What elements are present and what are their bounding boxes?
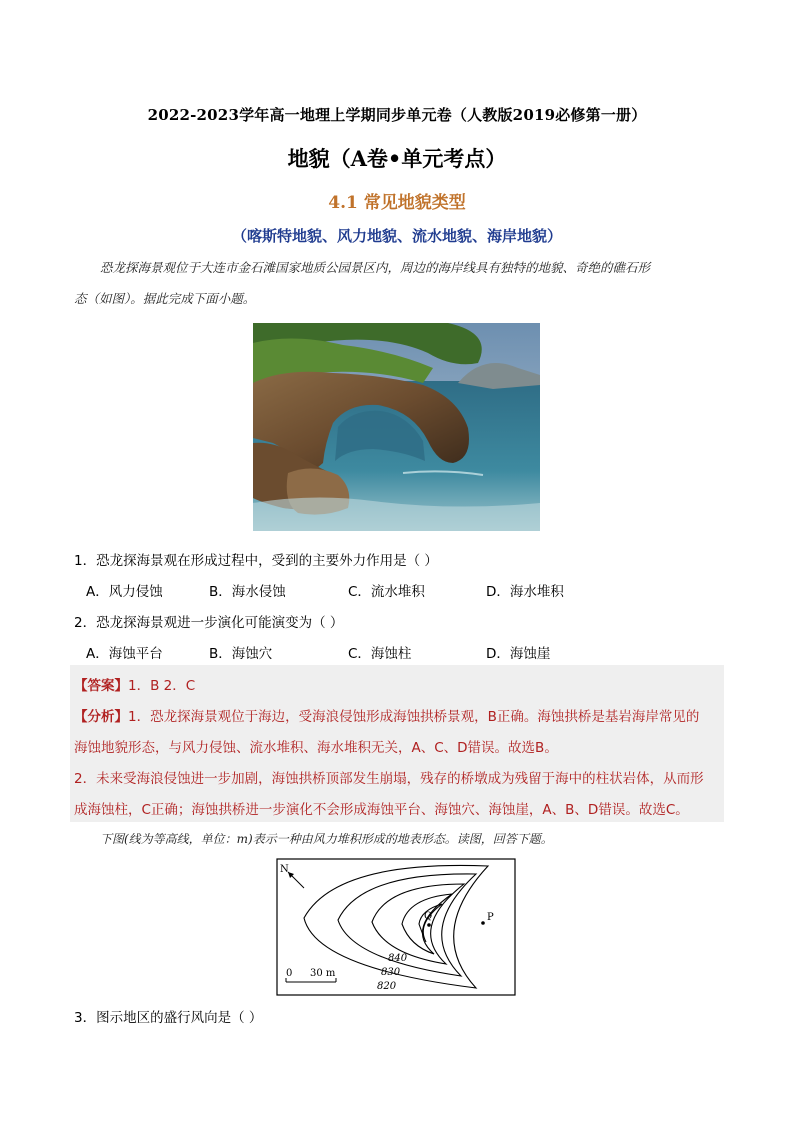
dinosaur-sea-arch-photo <box>253 323 540 531</box>
q2-option-d[interactable]: D．海蚀崖 <box>486 646 551 662</box>
answer-text: 1．B 2．C <box>128 678 196 694</box>
question-3-stem: 3．图示地区的盛行风向是（ ） <box>74 1010 263 1026</box>
analysis-line-1 <box>74 705 699 725</box>
question-2-stem: 2．恐龙探海景观进一步演化可能演变为（ ） <box>74 615 344 631</box>
contour-label-830: 830 <box>381 967 401 978</box>
contour-label-820: 820 <box>377 981 397 992</box>
q1-option-a[interactable]: A．风力侵蚀 <box>86 584 163 600</box>
section-subtitle: （喀斯特地貌、风力地貌、流水地貌、海岸地貌） <box>231 227 562 245</box>
answer-tag: 【答案】 <box>74 678 128 694</box>
point-q-marker <box>427 923 431 927</box>
point-p-marker <box>481 921 485 925</box>
point-p-label: P <box>487 912 494 923</box>
q2-option-b[interactable]: B．海蚀穴 <box>209 646 273 662</box>
analysis-line-2: 海蚀地貌形态，与风力侵蚀、流水堆积、海水堆积无关，A、C、D错误。故选B。 <box>74 740 558 756</box>
analysis-line-3: 2．未来受海浪侵蚀进一步加剧，海蚀拱桥顶部发生崩塌，残存的桥墩成为残留于海中的柱状岩体，从而形 <box>74 771 704 787</box>
q1-option-b[interactable]: B．海水侵蚀 <box>209 584 286 600</box>
intro-paragraph <box>74 252 724 314</box>
q1-option-d[interactable]: D．海水堆积 <box>486 584 564 600</box>
q1-option-c[interactable]: C．流水堆积 <box>348 584 425 600</box>
north-label: N <box>280 864 289 875</box>
dune-contour-map <box>276 858 516 996</box>
analysis-line-4: 成海蚀柱，C正确；海蚀拱桥进一步演化不会形成海蚀平台、海蚀穴、海蚀崖，A、B、D错误。故选C。 <box>74 802 689 818</box>
section-title: 4.1 常见地貌类型 <box>328 193 466 213</box>
question-1-stem: 1．恐龙探海景观在形成过程中，受到的主要外力作用是（ ） <box>74 553 438 569</box>
unit-title: 地貌（A卷•单元考点） <box>287 146 507 171</box>
intro-line-1: 恐龙探海景观位于大连市金石滩国家地质公园景区内，周边的海岸线具有独特的地貌、奇绝的礁石形 <box>100 260 651 275</box>
q2-option-c[interactable]: C．海蚀柱 <box>348 646 412 662</box>
analysis-text-1: 1．恐龙探海景观位于海边，受海浪侵蚀形成海蚀拱桥景观，B正确。海蚀拱桥是基岩海岸常见的 <box>128 709 700 725</box>
exam-series-title: 2022-2023学年高一地理上学期同步单元卷（人教版2019必修第一册） <box>147 106 647 124</box>
answer-line <box>74 674 195 694</box>
map-intro-text: 下图(线为等高线，单位：m)表示一种由风力堆积形成的地表形态。读图，回答下题。 <box>100 832 553 846</box>
contour-label-840: 840 <box>388 953 408 964</box>
point-q-label: Q <box>424 911 433 922</box>
q2-option-a[interactable]: A．海蚀平台 <box>86 646 163 662</box>
scale-zero: 0 <box>286 968 293 979</box>
scale-label: 30 m <box>310 968 336 979</box>
analysis-tag: 【分析】 <box>74 709 128 725</box>
intro-line-2: 态（如图）。据此完成下面小题。 <box>74 291 256 306</box>
